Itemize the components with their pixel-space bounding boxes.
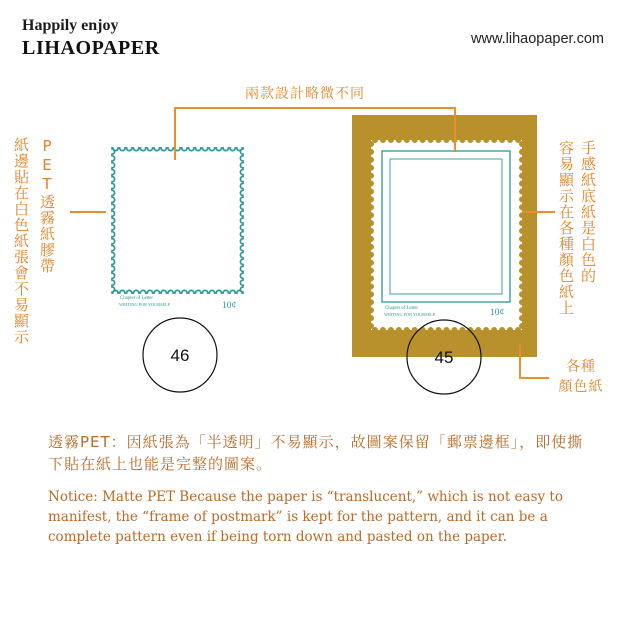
color-paper-note-line2: 顏色紙 — [558, 379, 604, 395]
stamp-46-title: Chapter of Letter — [120, 296, 154, 301]
brand-tagline: Happily enjoy — [22, 17, 119, 34]
stamp-45-subtitle: WRITING FOR YOURSELF — [384, 312, 436, 317]
brand-name: LIHAOPAPER — [22, 37, 160, 59]
stamp-sticker-45 — [371, 140, 522, 330]
stamp-46-subtitle: WRITING FOR YOURSELF — [119, 302, 171, 307]
notice-en-line3: complete pattern even if being torn down and pasted on the paper. — [48, 529, 507, 545]
left-note-line1: PET透霧紙膠帶 — [38, 137, 56, 274]
right-note-line2: 容易顯示在各種顏色紙上 — [557, 140, 575, 316]
stamp-sticker-46 — [112, 148, 243, 311]
stamp-46-price: 10¢ — [222, 301, 237, 311]
notice-zh-line1: 透霧PET：因紙張為「半透明」不易顯示，故圖案保留「郵票邊框」，即使撕 — [48, 433, 584, 451]
product-number-badge-46 — [143, 318, 217, 392]
notice-en-line1: Notice: Matte PET Because the paper is “translucent,” which is not easy to — [48, 489, 563, 505]
right-note-line1: 手感紙底紙是白色的 — [579, 140, 597, 284]
stamp-45-title: Chapter of Letter — [385, 306, 419, 311]
color-paper-note-line1: 各種 — [566, 359, 596, 375]
comparison-label: 兩款設計略微不同 — [245, 86, 365, 102]
left-note-line2: 紙邊貼在白色紙張會不易顯示 — [12, 137, 30, 345]
product-number-46: 46 — [170, 346, 190, 365]
stamp-46-postmark-frame — [112, 148, 243, 293]
notice-en-line2: manifest, the “frame of postmark” is kept for the pattern, and it can be a — [48, 509, 548, 525]
notice-zh-line2: 下貼在紙上也能是完整的圖案。 — [48, 455, 273, 473]
website-url: www.lihaopaper.com — [471, 31, 604, 47]
product-number-45: 45 — [434, 348, 454, 367]
stamp-45-price: 10¢ — [490, 308, 505, 318]
